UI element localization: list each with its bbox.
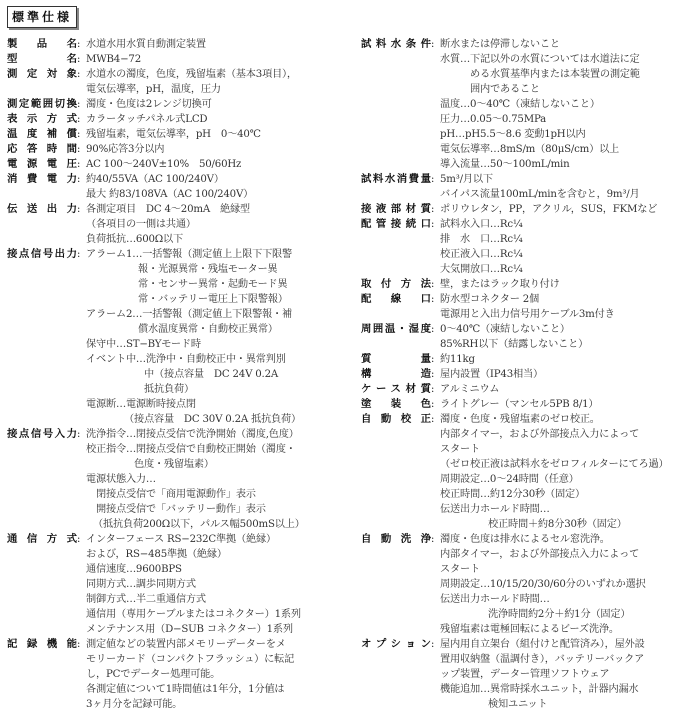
spec-value-line: 測定値などの装置内部メモリーデーターをメ xyxy=(86,639,286,650)
spec-item xyxy=(7,247,337,427)
spec-value-line: 3ヶ月分を記録可能。 xyxy=(86,699,183,710)
spec-label: 試料水条件 xyxy=(361,38,431,50)
spec-value-line: （各項目の一側は共通） xyxy=(86,219,196,230)
spec-value-line: 水道水の濁度，色度，残留塩素（基本3項目）， xyxy=(86,69,297,80)
colon: : xyxy=(77,204,81,215)
spec-value-line: 大気開放口…Rc¼ xyxy=(440,264,523,275)
spec-value-line: 約11kg xyxy=(440,354,475,365)
spec-item xyxy=(7,142,337,157)
spec-value-line: アラーム2…一括警報（測定値上下限警報・補 xyxy=(86,309,293,320)
spec-value-line: 水道水用水質自動測定装置 xyxy=(86,39,206,50)
spec-value xyxy=(86,112,337,127)
spec-label: 周囲温・湿度 xyxy=(361,323,431,335)
spec-value-line: 約40/55VA（AC 100/240V） xyxy=(86,174,224,185)
colon: : xyxy=(77,249,81,260)
spec-value-line: ポリウレタン，PP，アクリル，SUS，FKMなど xyxy=(440,204,658,215)
spec-item xyxy=(361,412,669,532)
spec-item xyxy=(361,217,669,277)
spec-label: 表示方式 xyxy=(7,113,77,125)
spec-value xyxy=(440,637,669,712)
spec-value-line: アルミニウム xyxy=(440,384,500,395)
spec-value-line: 水質…下記以外の水質については水道法に定 xyxy=(440,54,640,65)
spec-value-line: 電源状態入力… xyxy=(86,474,156,485)
spec-item xyxy=(361,277,669,292)
spec-value-line: pH…pH5.5〜8.6 変動1pH以内 xyxy=(440,129,586,140)
spec-value-line: （ゼロ校正液は試料水をゼロフィルターにてろ過） xyxy=(440,459,669,470)
spec-label: 配管接続口 xyxy=(361,218,431,230)
spec-value-line: 機能追加…異常時採水ユニット，計器内漏水 xyxy=(440,684,639,695)
colon: : xyxy=(431,534,435,545)
spec-value-line: 校正時間…約12分30秒（固定） xyxy=(440,489,585,500)
spec-label: 接点信号入力 xyxy=(7,428,77,440)
spec-value-line: 温度…0〜40℃（凍結しないこと） xyxy=(440,99,600,110)
spec-value-line: アラーム1…一括警報（測定値上上限下下限警 xyxy=(86,249,293,260)
spec-item xyxy=(7,172,337,202)
spec-value-line: カラータッチパネル式LCD xyxy=(86,114,208,125)
colon: : xyxy=(431,369,435,380)
spec-item xyxy=(7,127,337,142)
spec-value-line: 色度・残留塩素） xyxy=(134,459,214,470)
spec-label: 接点信号出力 xyxy=(7,248,77,260)
spec-value-line: 残留塩素は電極回転によるビーズ洗浄。 xyxy=(440,624,619,635)
colon: : xyxy=(431,219,435,230)
spec-value-line: 保守中…ST−BYモード時 xyxy=(86,339,201,350)
spec-value xyxy=(86,97,337,112)
spec-item xyxy=(361,367,669,382)
spec-value xyxy=(440,277,669,292)
colon: : xyxy=(431,324,435,335)
spec-label: 測定範囲切換 xyxy=(7,98,77,110)
spec-item xyxy=(7,67,337,97)
spec-item xyxy=(7,157,337,172)
spec-value xyxy=(86,427,337,532)
spec-value-line: 壁，またはラック取り付け xyxy=(440,279,560,290)
section-title: 標準仕様 xyxy=(7,6,77,28)
spec-value xyxy=(440,532,669,637)
spec-item xyxy=(361,292,669,322)
colon: : xyxy=(77,69,81,80)
spec-value-line: スタート xyxy=(440,444,480,455)
spec-value xyxy=(86,157,337,172)
spec-value xyxy=(86,172,337,202)
colon: : xyxy=(77,129,81,140)
spec-label: ケース材質 xyxy=(361,383,431,395)
spec-value-line: 常・センサー異常・起動モード異 xyxy=(138,279,288,290)
spec-value-line: イベント中…洗浄中・自動校正中・異常判別 xyxy=(86,354,286,365)
spec-value xyxy=(440,202,669,217)
spec-value-line: 電源断…電源断時接点閉 xyxy=(86,399,196,410)
spec-value-line: し，PCでデーター処理可能。 xyxy=(86,669,221,680)
spec-label: オプション xyxy=(361,638,431,650)
spec-value-line: 0〜40℃（凍結しないこと） xyxy=(440,324,570,335)
spec-value xyxy=(86,532,337,637)
spec-value xyxy=(440,217,669,277)
spec-value-line: 濁度・色度・残留塩素のゼロ校正。 xyxy=(440,414,600,425)
colon: : xyxy=(431,39,435,50)
colon: : xyxy=(431,174,435,185)
spec-value-line: 試料水入口…Rc¼ xyxy=(440,219,523,230)
spec-value-line: 通信用（専用ケーブルまたはコネクター）1系列 xyxy=(86,609,301,620)
spec-value xyxy=(86,202,337,247)
spec-column-right xyxy=(361,37,669,712)
spec-value xyxy=(440,292,669,322)
spec-value-line: 排 水 口…Rc¼ xyxy=(440,234,523,245)
colon: : xyxy=(77,174,81,185)
spec-value-line: 検知ユニット xyxy=(488,699,548,710)
spec-value-line: 周期設定…0〜24時間（任意） xyxy=(440,474,579,485)
colon: : xyxy=(77,639,81,650)
spec-value-line: および，RS−485準拠（絶縁） xyxy=(86,549,227,560)
spec-item xyxy=(7,427,337,532)
spec-value-line: AC 100〜240V±10% 50/60Hz xyxy=(86,159,242,170)
spec-label: 自動校正 xyxy=(361,413,431,425)
colon: : xyxy=(77,429,81,440)
spec-value xyxy=(440,352,669,367)
spec-label: 配線口 xyxy=(361,293,431,305)
colon: : xyxy=(431,354,435,365)
spec-value-line: 85%RH以下（結露しないこと） xyxy=(440,339,589,350)
spec-item xyxy=(7,202,337,247)
spec-item xyxy=(7,637,337,712)
spec-item xyxy=(361,532,669,637)
spec-value xyxy=(86,637,337,712)
spec-value-line: 残留塩素，電気伝導率，pH 0〜40℃ xyxy=(86,129,261,140)
spec-item xyxy=(361,382,669,397)
spec-label: 接液部材質 xyxy=(361,203,431,215)
spec-value xyxy=(86,142,337,157)
spec-item xyxy=(7,112,337,127)
spec-label: 自動洗浄 xyxy=(361,533,431,545)
spec-label: 試料水消費量 xyxy=(361,173,431,185)
spec-item xyxy=(7,97,337,112)
spec-column-left xyxy=(7,37,337,712)
spec-value-line: 電気伝導率，pH，温度，圧力 xyxy=(86,84,221,95)
spec-value-line: める水質基準内または本装置の測定範 xyxy=(470,69,640,80)
spec-value xyxy=(86,67,337,97)
spec-value-line: 償水温度異常・自動校正異常） xyxy=(138,324,278,335)
colon: : xyxy=(77,114,81,125)
spec-value-line: ップ装置，データー管理ソフトウェア xyxy=(440,669,610,680)
colon: : xyxy=(77,159,81,170)
spec-value-line: 伝送出力ホールド時間… xyxy=(440,504,550,515)
spec-item xyxy=(361,37,669,172)
spec-label: 質量 xyxy=(361,353,431,365)
spec-value-line: 5m³/月以下 xyxy=(440,174,493,185)
spec-item xyxy=(7,532,337,637)
spec-value-line: 周期設定…10/15/20/30/60分のいずれか選択 xyxy=(440,579,646,590)
spec-value-line: 内部タイマー，および外部接点入力によって xyxy=(440,549,640,560)
spec-value-line: 校正指令…閉接点受信で自動校正開始（濁度・ xyxy=(86,444,296,455)
spec-label: 通信方式 xyxy=(7,533,77,545)
spec-value-line: 断水または停滞しないこと xyxy=(440,39,560,50)
spec-value-line: 抵抗負荷） xyxy=(144,384,194,395)
spec-item xyxy=(361,322,669,352)
spec-value-line: 各測定項目 DC 4〜20mA 絶縁型 xyxy=(86,204,250,215)
spec-value-line: 同期方式…調歩同期方式 xyxy=(86,579,196,590)
spec-value-line: 校正液入口…Rc¼ xyxy=(440,249,523,260)
colon: : xyxy=(431,639,435,650)
spec-value-line: 内部タイマー，および外部接点入力によって xyxy=(440,429,640,440)
spec-value-line: 防水型コネクター 2個 xyxy=(440,294,540,305)
spec-label: 構造 xyxy=(361,368,431,380)
spec-value xyxy=(86,52,337,67)
spec-value-line: MWB4−72 xyxy=(86,54,141,65)
spec-value-line: 各測定値について1時間値は1年分，1分値は xyxy=(86,684,285,695)
spec-value-line: 開接点受信で「バッテリー動作」表示 xyxy=(96,504,266,515)
spec-label: 型名 xyxy=(7,53,77,65)
spec-label: 応答時間 xyxy=(7,143,77,155)
colon: : xyxy=(431,294,435,305)
colon: : xyxy=(77,534,81,545)
colon: : xyxy=(431,204,435,215)
spec-label: 塗装色 xyxy=(361,398,431,410)
spec-value-line: 置用収納盤（温調付き），バッテリーバックア xyxy=(440,654,645,665)
spec-value-line: スタート xyxy=(440,564,480,575)
spec-item xyxy=(361,637,669,712)
spec-value-line: インターフェース RS−232C準拠（絶縁） xyxy=(86,534,276,545)
spec-label: 製品名 xyxy=(7,38,77,50)
spec-label: 温度補償 xyxy=(7,128,77,140)
spec-value-line: 報・光源異常・残塩モーター異 xyxy=(138,264,278,275)
spec-value-line: 伝送出力ホールド時間… xyxy=(440,594,550,605)
spec-value-line: 最大 約83/108VA（AC 100/240V） xyxy=(86,189,254,200)
spec-value-line: ライトグレー（マンセル5PB 8/1） xyxy=(440,399,599,410)
spec-value-line: 中（接点容量 DC 24V 0.2A xyxy=(144,369,279,380)
spec-value-line: 負荷抵抗…600Ω以下 xyxy=(86,234,184,245)
spec-value-line: 電源用と入出力信号用ケーブル3m付き xyxy=(440,309,615,320)
spec-value-line: （抵抗負荷200Ω以下，パルス幅500mS以上） xyxy=(93,519,305,530)
spec-label: 取付方法 xyxy=(361,278,431,290)
spec-label: 消費電力 xyxy=(7,173,77,185)
spec-value-line: 洗浄時間約2分＋約1分（固定） xyxy=(488,609,631,620)
spec-value-line: 屋内設置（IP43相当） xyxy=(440,369,543,380)
spec-item xyxy=(361,172,669,202)
spec-value-line: メンテナンス用（D−SUB コネクター）1系列 xyxy=(86,624,293,635)
spec-value-line: 濁度・色度は2レンジ切換可 xyxy=(86,99,212,110)
spec-value xyxy=(440,172,669,202)
spec-value-line: 洗浄指令…閉接点受信で洗浄開始（濁度,色度） xyxy=(86,429,299,440)
spec-value-line: バイパス流量100mL/minを含むと，9m³/月 xyxy=(440,189,640,200)
spec-item xyxy=(361,397,669,412)
spec-value xyxy=(86,247,337,427)
spec-value-line: 囲内であること xyxy=(470,84,540,95)
spec-value-line: 屋内用自立架台（組付けと配管済み），屋外設 xyxy=(440,639,645,650)
colon: : xyxy=(77,144,81,155)
spec-value xyxy=(440,397,669,412)
spec-label: 記録機能 xyxy=(7,638,77,650)
spec-value xyxy=(440,382,669,397)
spec-value-line: 導入流量…50〜100mL/min xyxy=(440,159,570,170)
spec-value xyxy=(440,367,669,382)
spec-value-line: 圧力…0.05〜0.75MPa xyxy=(440,114,547,125)
spec-value xyxy=(440,37,669,172)
spec-value xyxy=(440,412,669,532)
spec-label: 伝送出力 xyxy=(7,203,77,215)
spec-item xyxy=(7,37,337,52)
spec-value-line: （接点容量 DC 30V 0.2A 抵抗負荷） xyxy=(124,414,302,425)
colon: : xyxy=(431,399,435,410)
spec-value-line: 濁度・色度は排水によるセル窓洗浄。 xyxy=(440,534,610,545)
spec-item xyxy=(361,352,669,367)
spec-value-line: 校正時間＋約8分30秒（固定） xyxy=(488,519,627,530)
spec-value xyxy=(440,322,669,352)
spec-value-line: 通信速度…9600BPS xyxy=(86,564,182,575)
spec-value-line: 90%応答3分以内 xyxy=(86,144,165,155)
colon: : xyxy=(431,384,435,395)
spec-value-line: 常・バッテリー電圧上下限警報） xyxy=(138,294,288,305)
spec-value xyxy=(86,37,337,52)
colon: : xyxy=(77,99,81,110)
spec-item xyxy=(7,52,337,67)
spec-label: 電源電圧 xyxy=(7,158,77,170)
colon: : xyxy=(431,414,435,425)
spec-value-line: 閉接点受信で「商用電源動作」表示 xyxy=(96,489,256,500)
spec-value xyxy=(86,127,337,142)
spec-value-line: 電気伝導率…8mS/m（80μS/cm）以上 xyxy=(440,144,620,155)
spec-label: 測定対象 xyxy=(7,68,77,80)
spec-value-line: 制御方式…半二重通信方式 xyxy=(86,594,206,605)
colon: : xyxy=(77,39,81,50)
colon: : xyxy=(77,54,81,65)
spec-item xyxy=(361,202,669,217)
spec-value-line: モリーカード（コンパクトフラッシュ）に転記 xyxy=(86,654,295,665)
colon: : xyxy=(431,279,435,290)
